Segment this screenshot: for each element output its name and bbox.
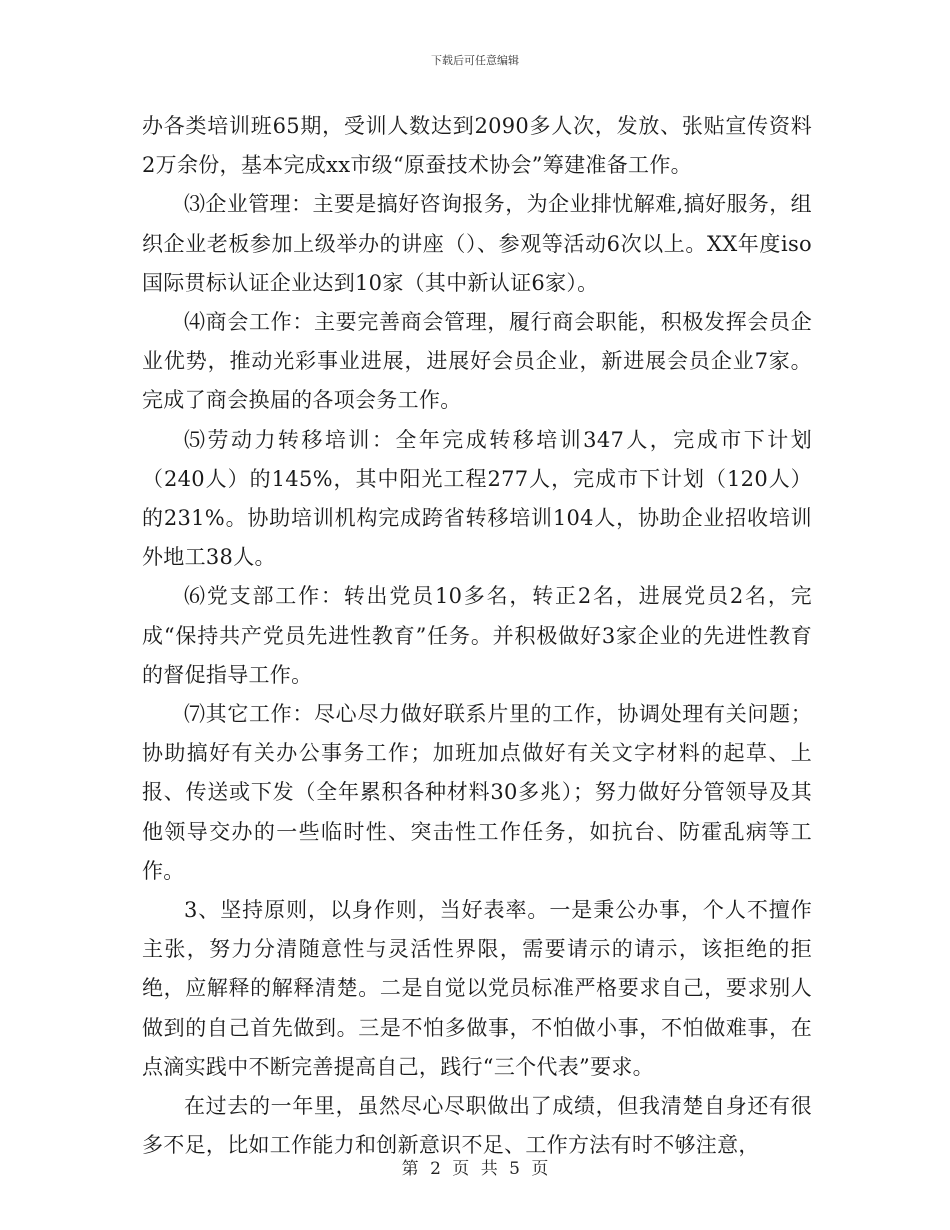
paragraph-enterprise-management: ⑶企业管理：主要是搞好咨询报务，为企业排忧解难,搞好服务，组织企业老板参加上级举办的讲座（）、参观等活动6次以上。XX年度iso国际贯标认证企业达到10家（其中新认证6家）。	[142, 192, 812, 295]
paragraph-labor-transfer-training: ⑸劳动力转移培训：全年完成转移培训347人，完成市下计划（240人）的145%，其中阳光工程277人，完成市下计划（120人）的231%。协助培训机构完成跨省转移培训104人，协助企业招收培训外地工38人。	[142, 427, 812, 570]
paragraph-party-branch: ⑹党支部工作：转出党员10多名，转正2名，进展党员2名，完成“保持共产党员先进性教育”任务。并积极做好3家企业的先进性教育的督促指导工作。	[142, 584, 812, 687]
page-header: 下载后可任意编辑	[431, 54, 519, 67]
paragraph-other-work: ⑺其它工作：尽心尽力做好联系片里的工作，协调处理有关问题；协助搞好有关办公事务工作；加班加点做好有关文字材料的起草、上报、传送或下发（全年累积各种材料30多兆）；努力做好分管领导及其他领导交办的一些临时性、突击性工作任务，如抗台、防霍乱病等工作。	[142, 702, 812, 883]
page-footer: 第 2 页 共 5 页	[401, 1159, 549, 1179]
document-body	[142, 107, 812, 1165]
paragraph-reflection: 在过去的一年里，虽然尽心尽职做出了成绩，但我清楚自身还有很多不足，比如工作能力和创新意识不足、工作方法有时不够注意，	[142, 1094, 812, 1158]
paragraph-chamber-of-commerce: ⑷商会工作：主要完善商会管理，履行商会职能，积极发挥会员企业优势，推动光彩事业进展，进展好会员企业，新进展会员企业7家。完成了商会换届的各项会务工作。	[142, 310, 812, 413]
paragraph-continuation: 办各类培训班65期，受训人数达到2090多人次，发放、张贴宣传资料2万余份，基本完成xx市级“原蚕技术协会”筹建准备工作。	[142, 114, 812, 178]
paragraph-principles: 3、坚持原则，以身作则，当好表率。一是秉公办事，个人不擅作主张，努力分清随意性与灵活性界限，需要请示的请示，该拒绝的拒绝，应解释的解释清楚。二是自觉以党员标准严格要求自己，要求别人做到的自己首先做到。三是不怕多做事，不怕做小事，不怕做难事，在点滴实践中不断完善提高自己，践行“三个代表”要求。	[142, 898, 812, 1079]
